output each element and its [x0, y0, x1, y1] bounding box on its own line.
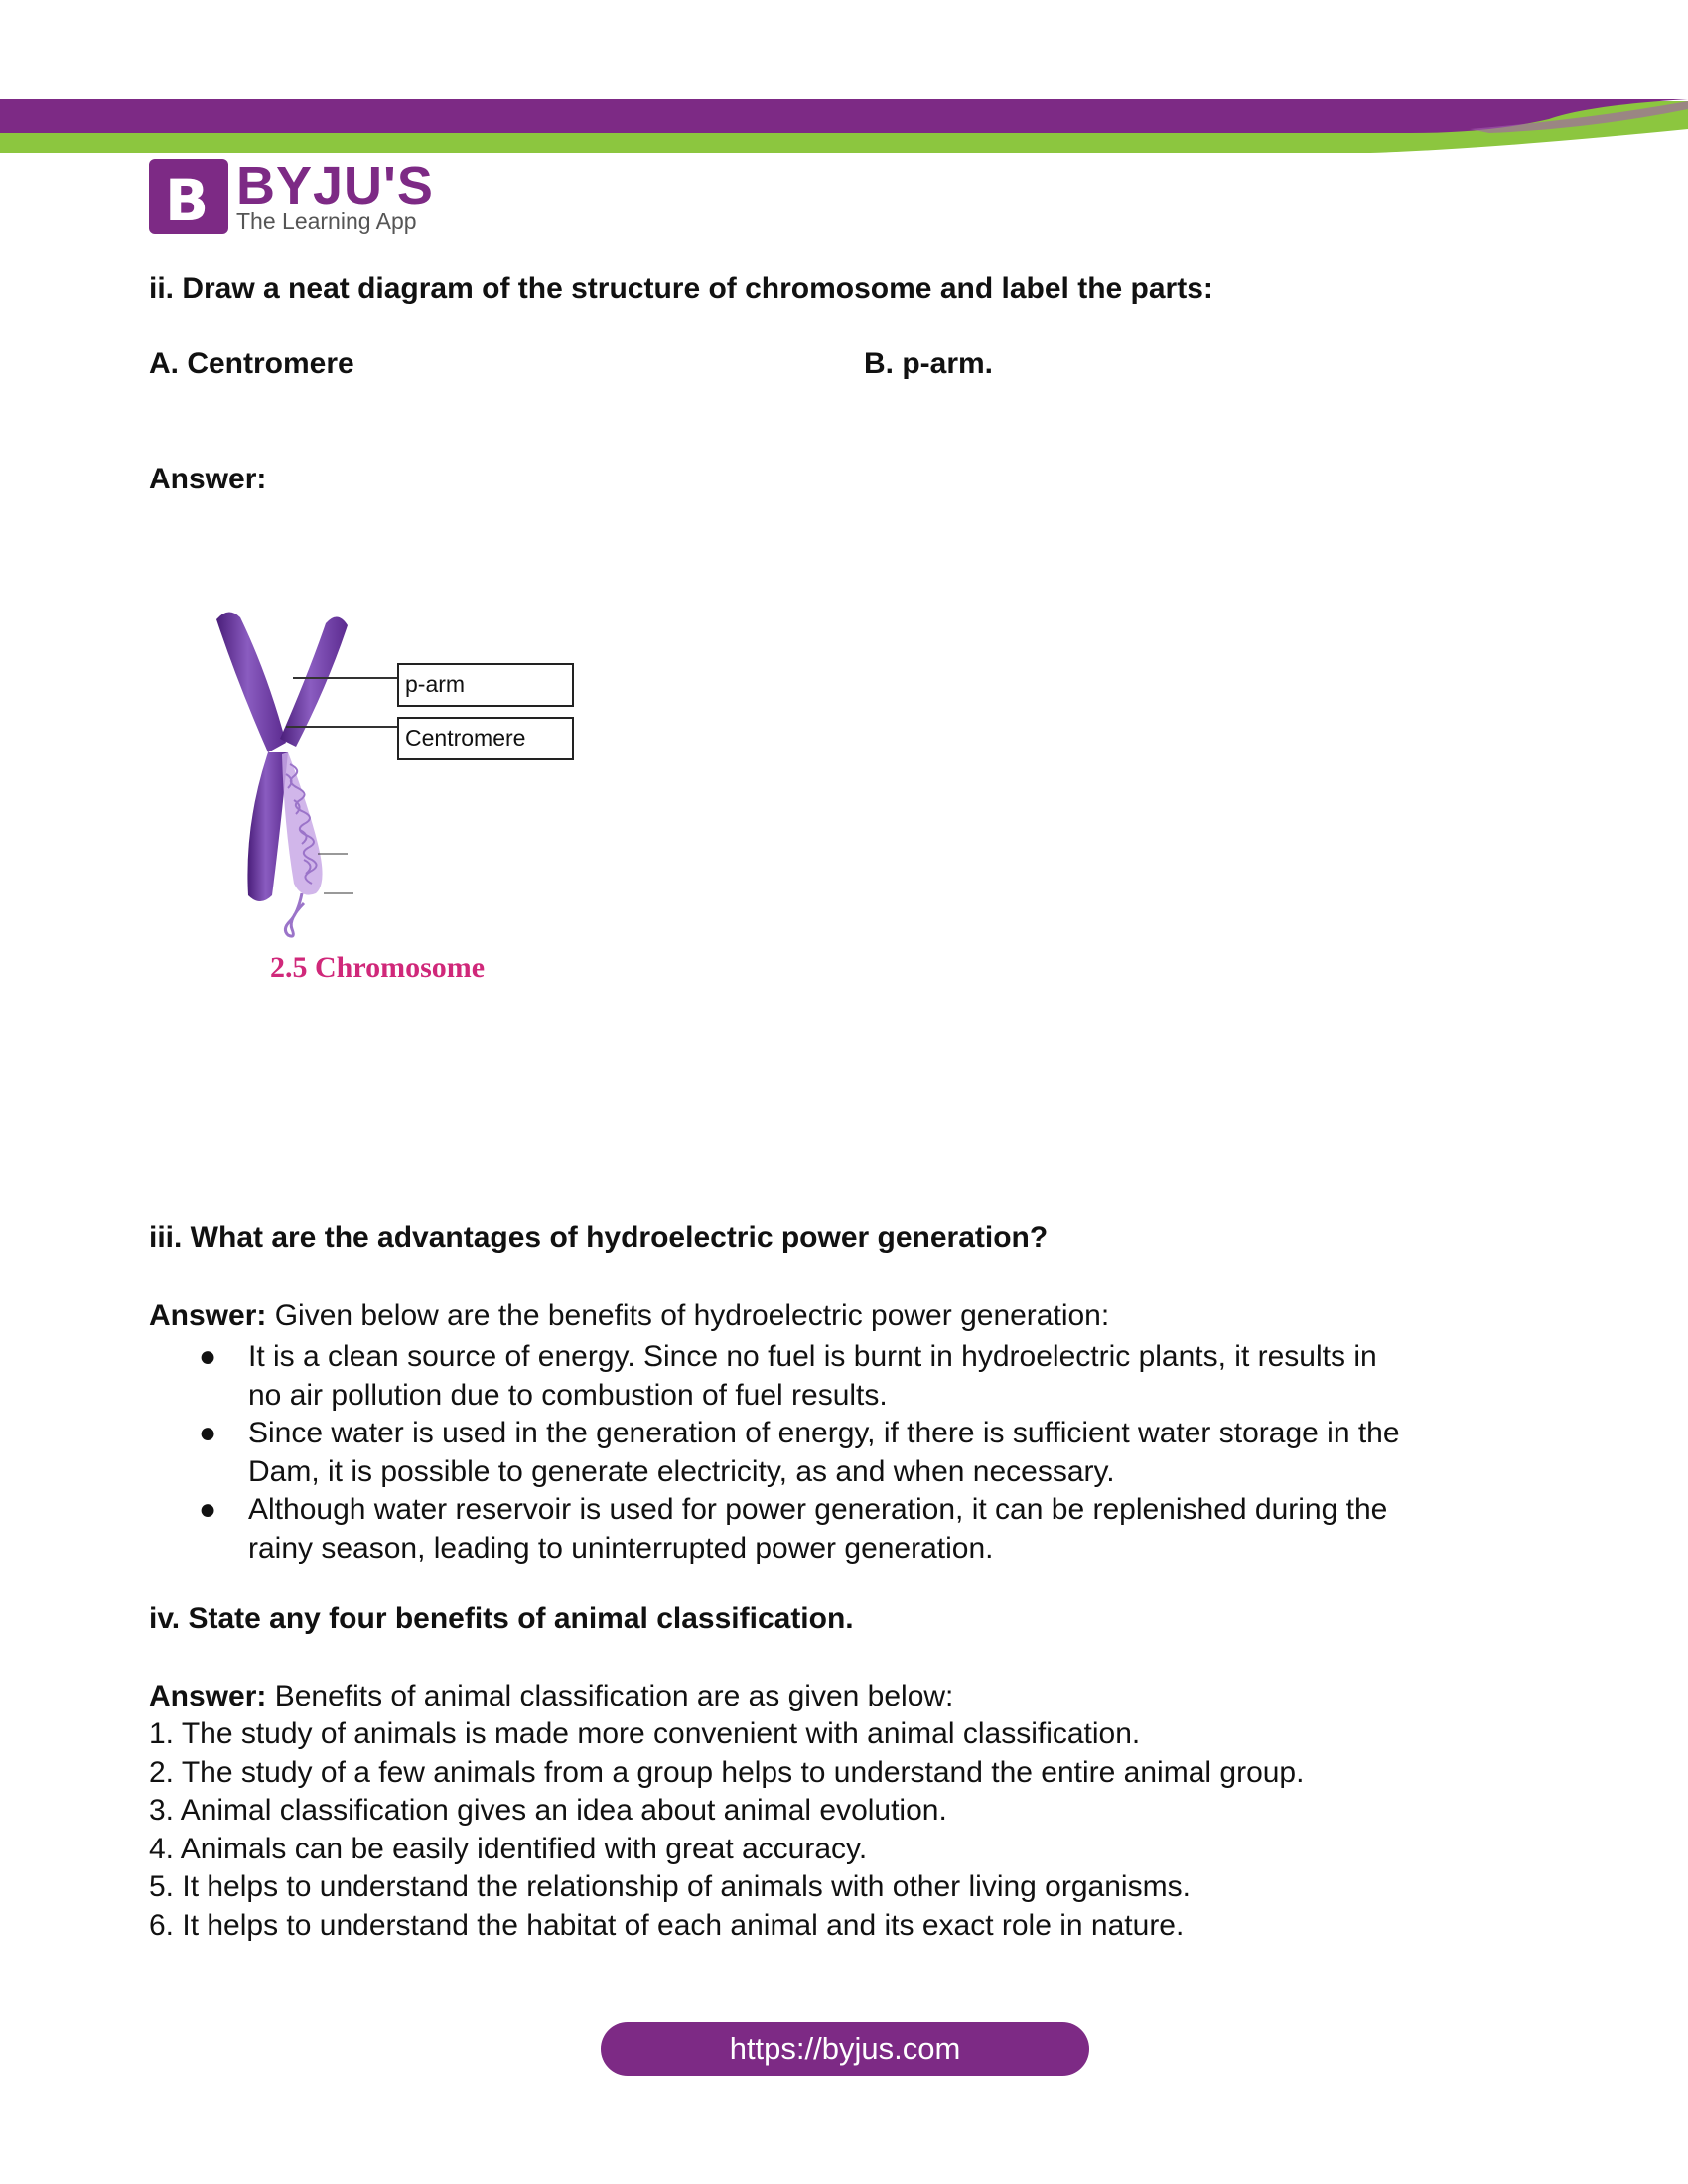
list-item: 3. Animal classification gives an idea about animal evolution. — [149, 1794, 947, 1827]
answer-label-iii: Answer: — [149, 1299, 267, 1332]
chromosome-figure — [199, 606, 596, 1003]
brand-name: BYJU'S — [236, 156, 434, 215]
byjus-logo — [149, 156, 447, 238]
list-item: 4. Animals can be easily identified with great accuracy. — [149, 1832, 868, 1865]
list-item: ● It is a clean source of energy. Since no fuel is burnt in hydroelectric plants, it results in no air pollution due to combustion of fuel results. — [199, 1340, 1377, 1412]
list-item: 1. The study of animals is made more convenient with animal classification. — [149, 1717, 1141, 1750]
question-iv: iv. State any four benefits of animal classification. — [149, 1602, 854, 1635]
answer-iii-intro — [149, 1297, 1539, 1335]
question-ii: ii. Draw a neat diagram of the structure of chromosome and label the parts: — [149, 272, 1213, 305]
option-b: B. p-arm. — [864, 347, 994, 380]
bullet-icon: ● — [199, 1417, 217, 1449]
list-item: 5. It helps to understand the relationship of animals with other living organisms. — [149, 1870, 1191, 1903]
answer-iv-intro — [149, 1678, 1539, 1715]
bullet-icon: ● — [199, 1493, 217, 1526]
label-centromere: Centromere — [397, 717, 574, 760]
answer-intro-text: Given below are the benefits of hydroelectric power generation: — [274, 1299, 1110, 1332]
list-item: ● Although water reservoir is used for power generation, it can be replenished during the rainy season, leading to uninterrupted power generation. — [199, 1493, 1388, 1565]
bullet-icon: ● — [199, 1340, 217, 1373]
question-iii: iii. What are the advantages of hydroelectric power generation? — [149, 1221, 1049, 1254]
logo-letter: B — [165, 167, 210, 234]
figure-caption: 2.5 Chromosome — [270, 951, 486, 984]
answer-label-iv: Answer: — [149, 1680, 267, 1712]
label-p-arm: p-arm — [397, 663, 574, 707]
list-item: 6. It helps to understand the habitat of each animal and its exact role in nature. — [149, 1908, 1185, 1942]
footer-url-link[interactable]: https://byjus.com — [601, 2022, 1089, 2076]
logo-mark — [149, 159, 228, 234]
hydro-benefits-list — [149, 1338, 1539, 1568]
list-item: 2. The study of a few animals from a group helps to understand the entire animal group. — [149, 1755, 1305, 1789]
answer-intro-text: Benefits of animal classification are as given below: — [274, 1680, 954, 1712]
option-a: A. Centromere — [149, 347, 354, 380]
answer-label-ii: Answer: — [149, 463, 267, 495]
classification-benefits-list — [149, 1715, 1539, 1945]
brand-tagline: The Learning App — [236, 208, 417, 234]
list-item: ● Since water is used in the generation of energy, if there is sufficient water storage in the Dam, it is possible to generate electricity, as and when necessary. — [199, 1417, 1400, 1488]
